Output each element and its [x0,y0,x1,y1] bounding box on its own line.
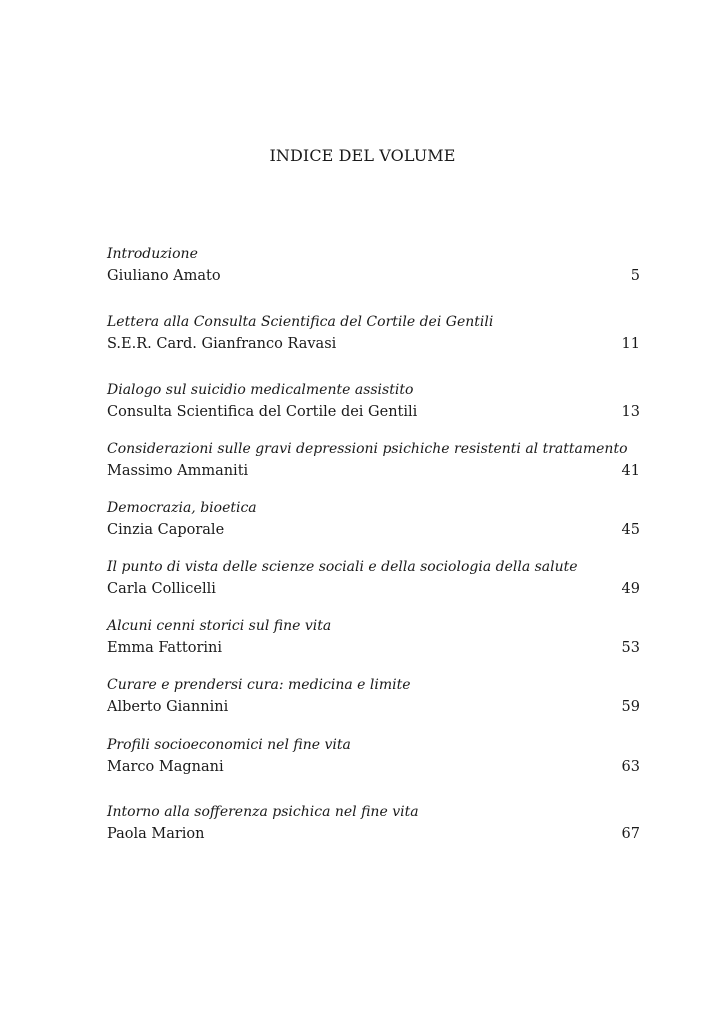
entry-author: Carla Collicelli [107,581,216,597]
entry-author: Consulta Scientifica del Cortile dei Gentili [107,404,418,420]
entry-title: Alcuni cenni storici sul fine vita [107,618,332,634]
entry-title: Intorno alla sofferenza psichica nel fine vita [107,804,419,820]
toc-entry [107,243,640,287]
entry-title: Profili socioeconomici nel fine vita [107,737,351,753]
toc-entry [107,556,640,600]
entry-page-number: 41 [621,463,640,479]
entry-author: Marco Magnani [107,759,224,775]
toc-entry [107,615,640,659]
entry-title: Lettera alla Consulta Scientifica del Cortile dei Gentili [107,314,494,330]
entry-author: Massimo Ammaniti [107,463,249,479]
entry-title: Curare e prendersi cura: medicina e limite [107,677,411,693]
entry-line [107,578,640,600]
entry-title: Introduzione [107,246,198,262]
entry-title: Democrazia, bioetica [107,500,257,516]
entry-page-number: 49 [621,581,640,597]
entry-author: Alberto Giannini [107,699,229,715]
entry-page-number: 13 [621,404,640,420]
toc-entry [107,311,640,355]
entry-page-number: 11 [621,336,640,352]
entry-author: Cinzia Caporale [107,522,225,538]
toc-entry [107,497,640,541]
entry-page-number: 67 [621,826,640,842]
toc-entry [107,438,640,482]
entry-line [107,637,640,659]
entry-page-number: 59 [621,699,640,715]
toc-entry [107,674,640,718]
entry-title: Il punto di vista delle scienze sociali e della sociologia della salute [107,559,578,575]
page-title: INDICE DEL VOLUME [269,146,456,165]
entry-title: Considerazioni sulle gravi depressioni psichiche resistenti al trattamento [107,441,628,457]
entry-line [107,823,640,845]
entry-page-number: 5 [630,268,640,284]
entry-line [107,696,640,718]
entry-page-number: 45 [621,522,640,538]
toc-entry [107,734,640,778]
entry-line [107,401,640,423]
entry-author: Emma Fattorini [107,640,222,656]
entry-author: Paola Marion [107,826,205,842]
entry-line [107,519,640,541]
entry-page-number: 53 [621,640,640,656]
entry-title: Dialogo sul suicidio medicalmente assistito [107,382,414,398]
entry-line [107,333,640,355]
toc-entry [107,379,640,423]
toc-entry [107,801,640,845]
entry-line [107,756,640,778]
entry-line [107,460,640,482]
entry-author: Giuliano Amato [107,268,221,284]
entry-line [107,265,640,287]
entry-page-number: 63 [621,759,640,775]
entry-author: S.E.R. Card. Gianfranco Ravasi [107,336,337,352]
